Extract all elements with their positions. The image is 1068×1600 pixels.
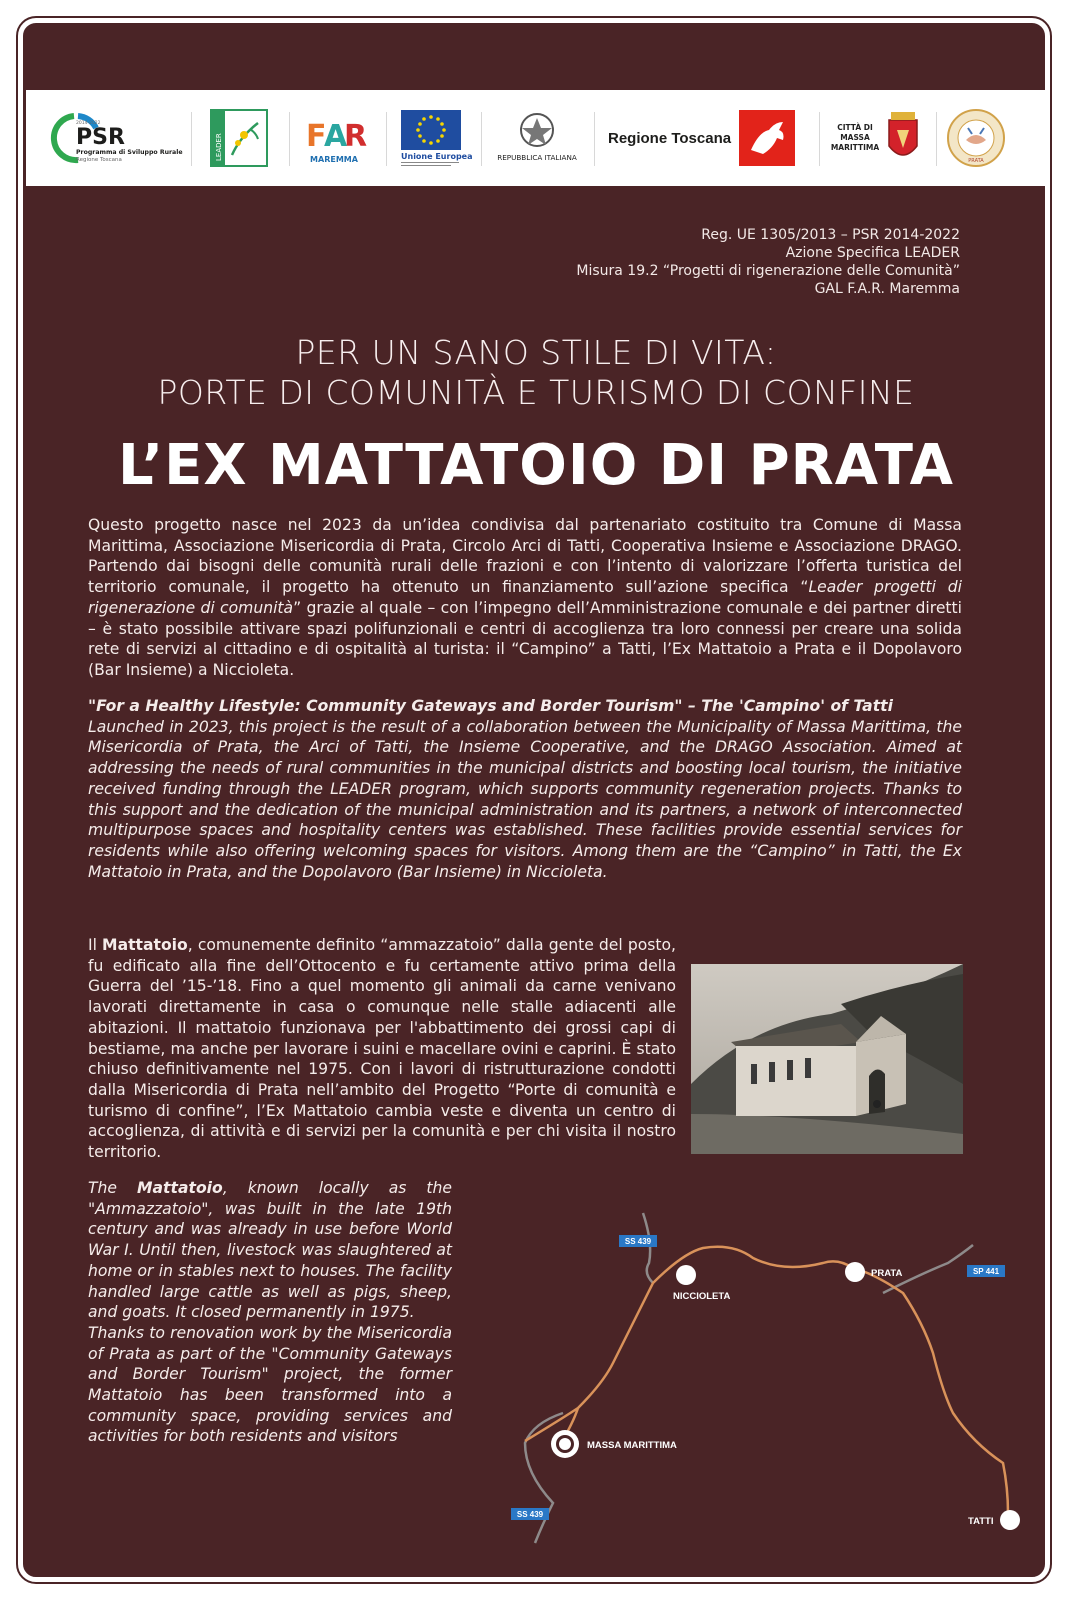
logo-separator (594, 112, 595, 166)
regione-toscana-logo: Regione Toscana (608, 108, 808, 168)
svg-text:R: R (344, 119, 368, 154)
svg-text:PRATA: PRATA (968, 158, 984, 164)
intro-english-body: Launched in 2023, this project is the result of a collaboration between the Municipality of Massa Marittima, the Misericordia of Prata, the Arci of Tatti, the Insieme Cooperative, and the DRAGO Association. Aimed at addressing the needs of rural communities in the municipal districts and boosting local tourism, the initiative received funding through the LEADER program, which supports community regeneration projects. Thanks to this support and the dedication of the municipal administration and its partners, a network of interconnected multipurpose spaces and hospitality centers was established. These facilities provide essential services for residents while also offering welcoming spaces for visitors. Among them are the “Campino” in Tatti, the Ex Mattatoio in Prata, and the Dopolavoro (Bar Insieme) in Niccioleta. (88, 717, 962, 881)
far-maremma-logo (302, 108, 366, 168)
road-badge (511, 1508, 549, 1520)
page-title: L’EX MATTATOIO DI PRATA (118, 433, 954, 498)
logo-separator (191, 112, 192, 166)
intro-italian: Questo progetto nasce nel 2023 da un’idea condivisa dal partenariato costituito tra Comune di Massa Marittima, Associazione Misericordia di Prata, Circolo Arci di Tatti, Cooperativa Insieme e Associazione DRAGO. Partendo dai bisogni delle comunità rurali delle frazioni e con l’intento di valorizzare l’offerta turistica del territorio comunale, il progetto ha ottenuto un finanziamento sull’azione specifica “Leader progetti di rigenerazione di comunità” grazie al quale – con l’impegno dell’Amministrazione comunale e dei partner diretti – è stato possibile attivare spazi polifunzionali e centri di accoglienza tra loro connessi per creare una solida rete di servizi al cittadino e di ospitalità al turista: il “Campino” a Tatti, l’Ex Mattatoio a Prata e il Dopolavoro (Bar Insieme) a Niccioleta. (88, 516, 962, 679)
road-badge (967, 1265, 1005, 1277)
logo-separator (936, 112, 937, 166)
leader-logo (209, 108, 269, 168)
ref-line: Reg. UE 1305/2013 – PSR 2014-2022 (701, 227, 960, 243)
svg-text:F: F (306, 119, 327, 154)
logo-separator (386, 112, 387, 166)
misericordia-prata-logo (944, 108, 1008, 168)
route-line (525, 1247, 1008, 1528)
intro-english-title: "For a Healthy Lifestyle: Community Gateways and Border Tourism" – The 'Campino' of Tatti (88, 697, 893, 715)
svg-text:CITTÀ DI: CITTÀ DI (837, 123, 873, 132)
regulation-references (576, 226, 960, 298)
town-niccioleta (673, 1265, 730, 1302)
ref-line: GAL F.A.R. Maremma (814, 281, 960, 297)
mattatoio-english: The Mattatoio, known locally as the "Ammazzatoio", was built in the late 19th century and was already in use before World War I. Until then, livestock was slaughtered at home or in stables next to houses. The facility handled large cattle as well as pigs, sheep, and goats. It closed permanently in 1975. Thanks to renovation work by the Misericordia of Prata as part of the "Community Gateways and Border Tourism" project, the former Mattatoio has been transformed into a community space, providing services and activities for both residents and visitors (88, 1179, 452, 1446)
svg-text:REPUBBLICA ITALIANA: REPUBBLICA ITALIANA (497, 153, 577, 162)
svg-text:SP 441: SP 441 (972, 1267, 1000, 1276)
psr-text: PSR (76, 125, 125, 150)
svg-text:Programma di Sviluppo Rurale: Programma di Sviluppo Rurale (76, 149, 183, 156)
intro-english (88, 696, 962, 882)
svg-text:TATTI: TATTI (968, 1516, 994, 1527)
repubblica-italiana-logo (492, 108, 582, 168)
massa-marittima-logo (829, 108, 929, 168)
svg-text:2014-2022: 2014-2022 (76, 121, 101, 126)
svg-text:SS 439: SS 439 (624, 1237, 652, 1246)
logo-separator (289, 112, 290, 166)
mattatoio-photo (691, 964, 963, 1154)
route-map (503, 1213, 1043, 1553)
svg-text:PRATA: PRATA (871, 1268, 903, 1279)
svg-text:LEADER: LEADER (215, 133, 223, 161)
svg-text:MAREMMA: MAREMMA (310, 155, 358, 164)
ref-line: Azione Specifica LEADER (785, 245, 960, 261)
logo-band (26, 90, 1046, 186)
town-tatti (968, 1510, 1020, 1530)
svg-text:MASSA MARITTIMA: MASSA MARITTIMA (587, 1440, 677, 1451)
svg-text:Unione Europea: Unione Europea (401, 152, 473, 161)
mattatoio-italian: Il Mattatoio, comunemente definito “ammazzatoio” dalla gente del posto, fu edificato alla fine dell’Ottocento e fu certamente attivo prima della Guerra del ’15-’18. Fino a quel momento gli animali da carne venivano lavorati direttamente in casa o comunque nelle stalle adiacenti alle abitazioni. Il mattatoio funzionava per l'abbattimento dei grossi capi di bestiame, ma anche per lavorare i suini e macellare ovini e caprini. È stato chiuso definitivamente nel 1975. Con i lavori di ristrutturazione condotti dalla Misericordia di Prata nell’ambito del Progetto “Porte di comunità e turismo di confine”, l’Ex Mattatoio cambia veste e diventa un centro di accoglienza, di attività e di servizi per la comunità e per chi visita il nostro territorio. (88, 936, 676, 1162)
svg-text:SS 439: SS 439 (516, 1510, 544, 1519)
svg-text:A: A (324, 119, 348, 154)
svg-text:MARITTIMA: MARITTIMA (830, 143, 880, 152)
logo-separator (819, 112, 820, 166)
psr-logo (48, 108, 183, 168)
poster-board (20, 20, 1048, 1580)
town-prata (845, 1262, 902, 1282)
subtitle-line-1: PER UN SANO STILE DI VITA: (295, 333, 777, 372)
road-badge (619, 1235, 657, 1247)
eu-flag-logo (398, 108, 473, 168)
logo-separator (481, 112, 482, 166)
town-massa-marittima (551, 1430, 677, 1458)
svg-text:Regione Toscana: Regione Toscana (76, 157, 122, 163)
subtitle-line-2: PORTE DI COMUNITÀ E TURISMO DI CONFINE (157, 373, 915, 412)
svg-text:NICCIOLETA: NICCIOLETA (673, 1291, 731, 1302)
svg-text:MASSA: MASSA (840, 133, 870, 142)
road-line (643, 1213, 653, 1283)
ref-line: Misura 19.2 “Progetti di rigenerazione delle Comunità” (576, 263, 960, 279)
